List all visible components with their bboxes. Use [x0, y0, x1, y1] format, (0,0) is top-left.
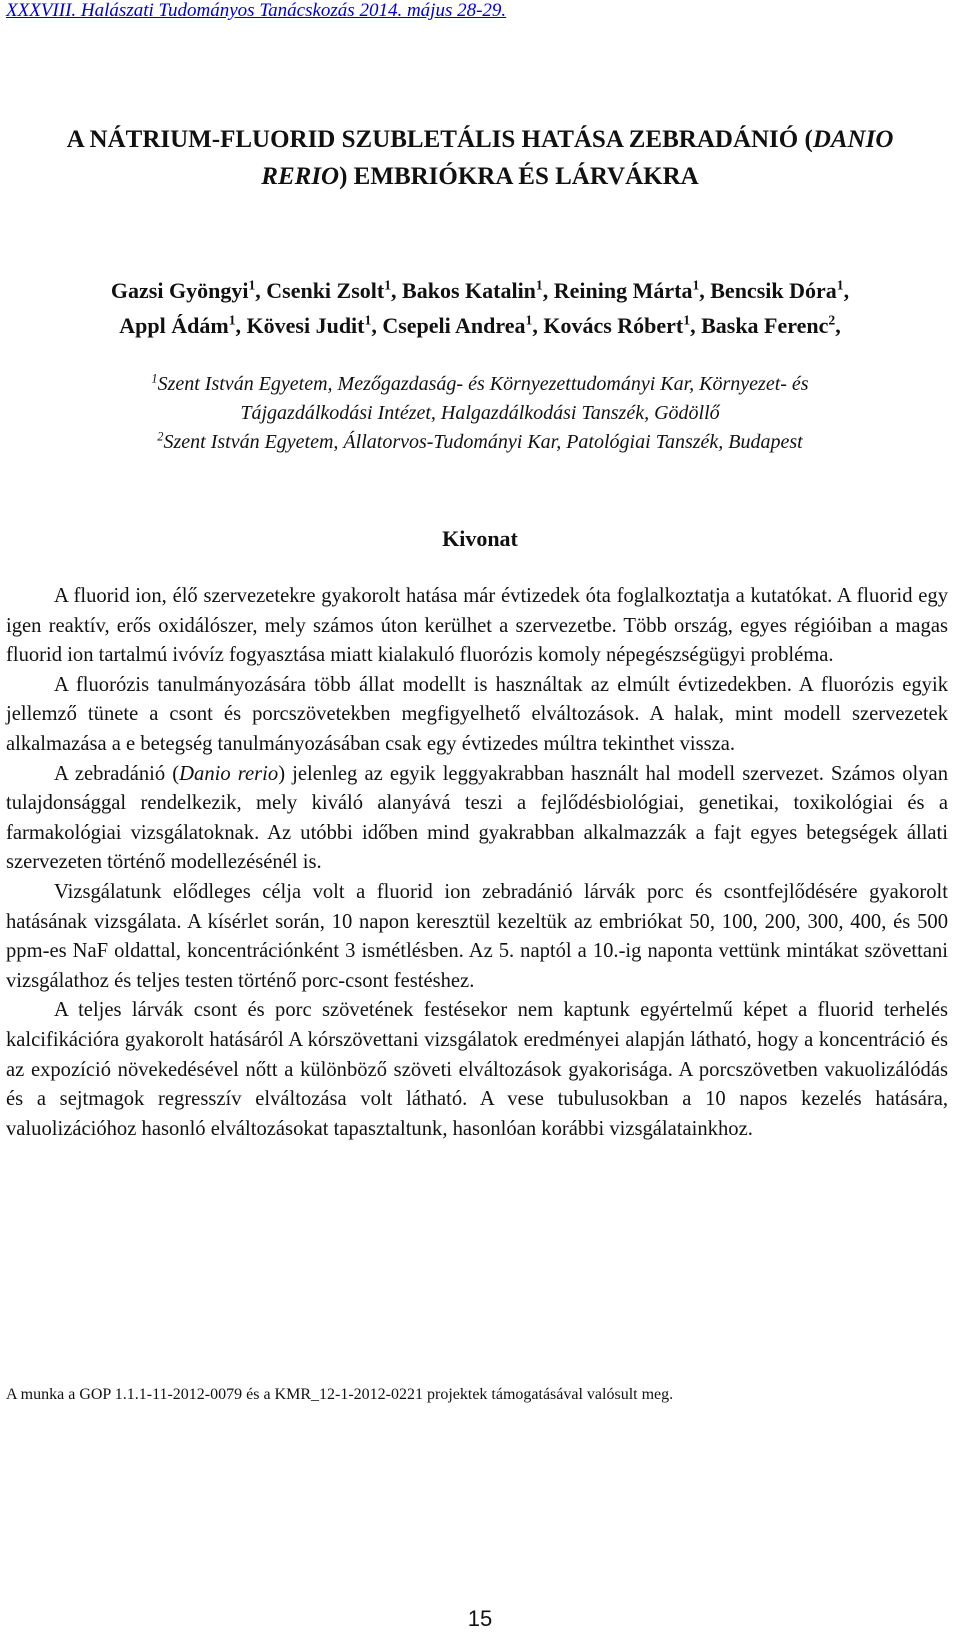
abstract-body: [6, 582, 948, 1144]
author-list: [0, 273, 960, 343]
paragraph: A zebradánió (Danio rerio) jelenleg az egyik leggyakrabban használt hal modell szervezet. Számos olyan tulajdonsággal rendelkezik, mely kiváló alanyává teszi a fejlődésbiológiai, genetikai, toxikológiai és a farmakológiai vizsgálatoknak. Az utóbbi időben mind gyakrabban alkalmazzák a fajt egyes betegségek állati szervezeten történő modellezésénél is.: [6, 762, 948, 874]
affiliations: [0, 370, 960, 457]
paragraph: A fluorid ion, élő szervezetekre gyakorolt hatása már évtizedek óta foglalkoztatja a kutatókat. A fluorid egy igen reaktív, erős oxidálószer, mely számos úton kerülhet a szervezetbe. Több ország, egyes régióiban a magas fluorid ion tartalmú ivóvíz fogyasztása miatt kialakuló fluorózis komoly népegészségügyi probléma.: [6, 585, 948, 667]
paragraph: Vizsgálatunk elődleges célja volt a fluorid ion zebradánió lárvák porc és csontfejlődésére gyakorolt hatásának vizsgálata. A kísérlet során, 10 napon keresztül kezeltük az embriókat 50, 100, 200, 300, 400, és 500 ppm-es NaF oldattal, koncentrációnként 3 ismétlésben. Az 5. naptól a 10.-ig naponta vettünk mintákat szövettani vizsgálathoz és teljes testen történő porc-csont festéshez.: [6, 880, 948, 992]
title-species-italic: DANIO: [812, 126, 894, 153]
affiliation-2: $^2$Szent István Egyetem, Állatorvos-Tudományi Kar, Patológiai Tanszék, Budapest: [157, 429, 803, 453]
author: Kövesi Judit$^1$: [246, 312, 372, 338]
author: Appl Ádám$^1$: [119, 312, 236, 338]
author-line-1: Gazsi Gyöngyi$^1$, Csenki Zsolt$^1$, Bakos Katalin$^1$, Reining Márta$^1$, Bencsik Dóra$^1$,: [110, 277, 850, 303]
author: Csepeli Andrea$^1$: [382, 312, 533, 338]
page-number: 15: [467, 1606, 493, 1631]
author: Gazsi Gyöngyi$^1$: [110, 277, 256, 303]
author-line-2: Appl Ádám$^1$, Kövesi Judit$^1$, Csepeli Andrea$^1$, Kovács Róbert$^1$, Baska Ferenc$^2$,: [119, 312, 841, 338]
author: Reining Márta$^1$: [553, 277, 700, 303]
title-line-1: [0, 121, 960, 158]
paragraph: A teljes lárvák csont és porc szövetének festésekor nem kaptunk egyértelmű képet a fluorid terhelés kalcifikációra gyakorolt hatásáról A kórszövettani vizsgálatok eredményei alapján látható, hogy a koncentráció és az expozíció növekedésével nőtt a különböző szöveti elváltozások gyakorisága. A porcszövetben vakuolizálódás és a sejtmagok regresszív elváltozása volt látható. A vese tubulusokban a 10 napos kezelés hatására, valuolizációhoz hasonló elváltozásokat tapasztaltunk, hasonlóan korábbi vizsgálatainkhoz.: [6, 999, 948, 1140]
author: Bakos Katalin$^1$: [402, 277, 543, 303]
funding-note: A munka a GOP 1.1.1-11-2012-0079 és a KMR_12-1-2012-0221 projektek támogatásával valósult meg.: [6, 1386, 674, 1403]
conference-header: XXXVIII. Halászati Tudományos Tanácskozás 2014. május 28-29.: [6, 0, 507, 21]
abstract-heading: Kivonat: [442, 526, 518, 551]
affiliation-1: $^1$Szent István Egyetem, Mezőgazdaság- és Környezettudományi Kar, Környezet- és: [151, 371, 809, 395]
author: Csenki Zsolt$^1$: [266, 277, 392, 303]
title-line-2: [0, 158, 960, 195]
author: Bencsik Dóra$^1$: [710, 277, 844, 303]
paragraph: A fluorózis tanulmányozására több állat modellt is használtak az elmúlt évtizedekben. A fluorózis egyik jellemző tünete a csont és porcszövetekben megfigyelhető elváltozások. A halak, mint modell szervezetek alkalmazása a e betegség tanulmányozásában csak egy évtizedes múltra tekinthet vissza.: [6, 673, 948, 755]
author: Kovács Róbert$^1$: [543, 312, 691, 338]
title-text-2: ) EMBRIÓKRA ÉS LÁRVÁKRA: [339, 163, 699, 190]
species-italic: Danio rerio: [179, 762, 279, 785]
title-text: A NÁTRIUM-FLUORID SZUBLETÁLIS HATÁSA ZEBRADÁNIÓ (: [66, 126, 813, 153]
affiliation-1-cont: Tájgazdálkodási Intézet, Halgazdálkodási Tanszék, Gödöllő: [240, 402, 720, 424]
paper-title: [0, 121, 960, 195]
title-species-italic-2: RERIO: [261, 163, 340, 190]
author: Baska Ferenc$^2$: [701, 312, 836, 338]
